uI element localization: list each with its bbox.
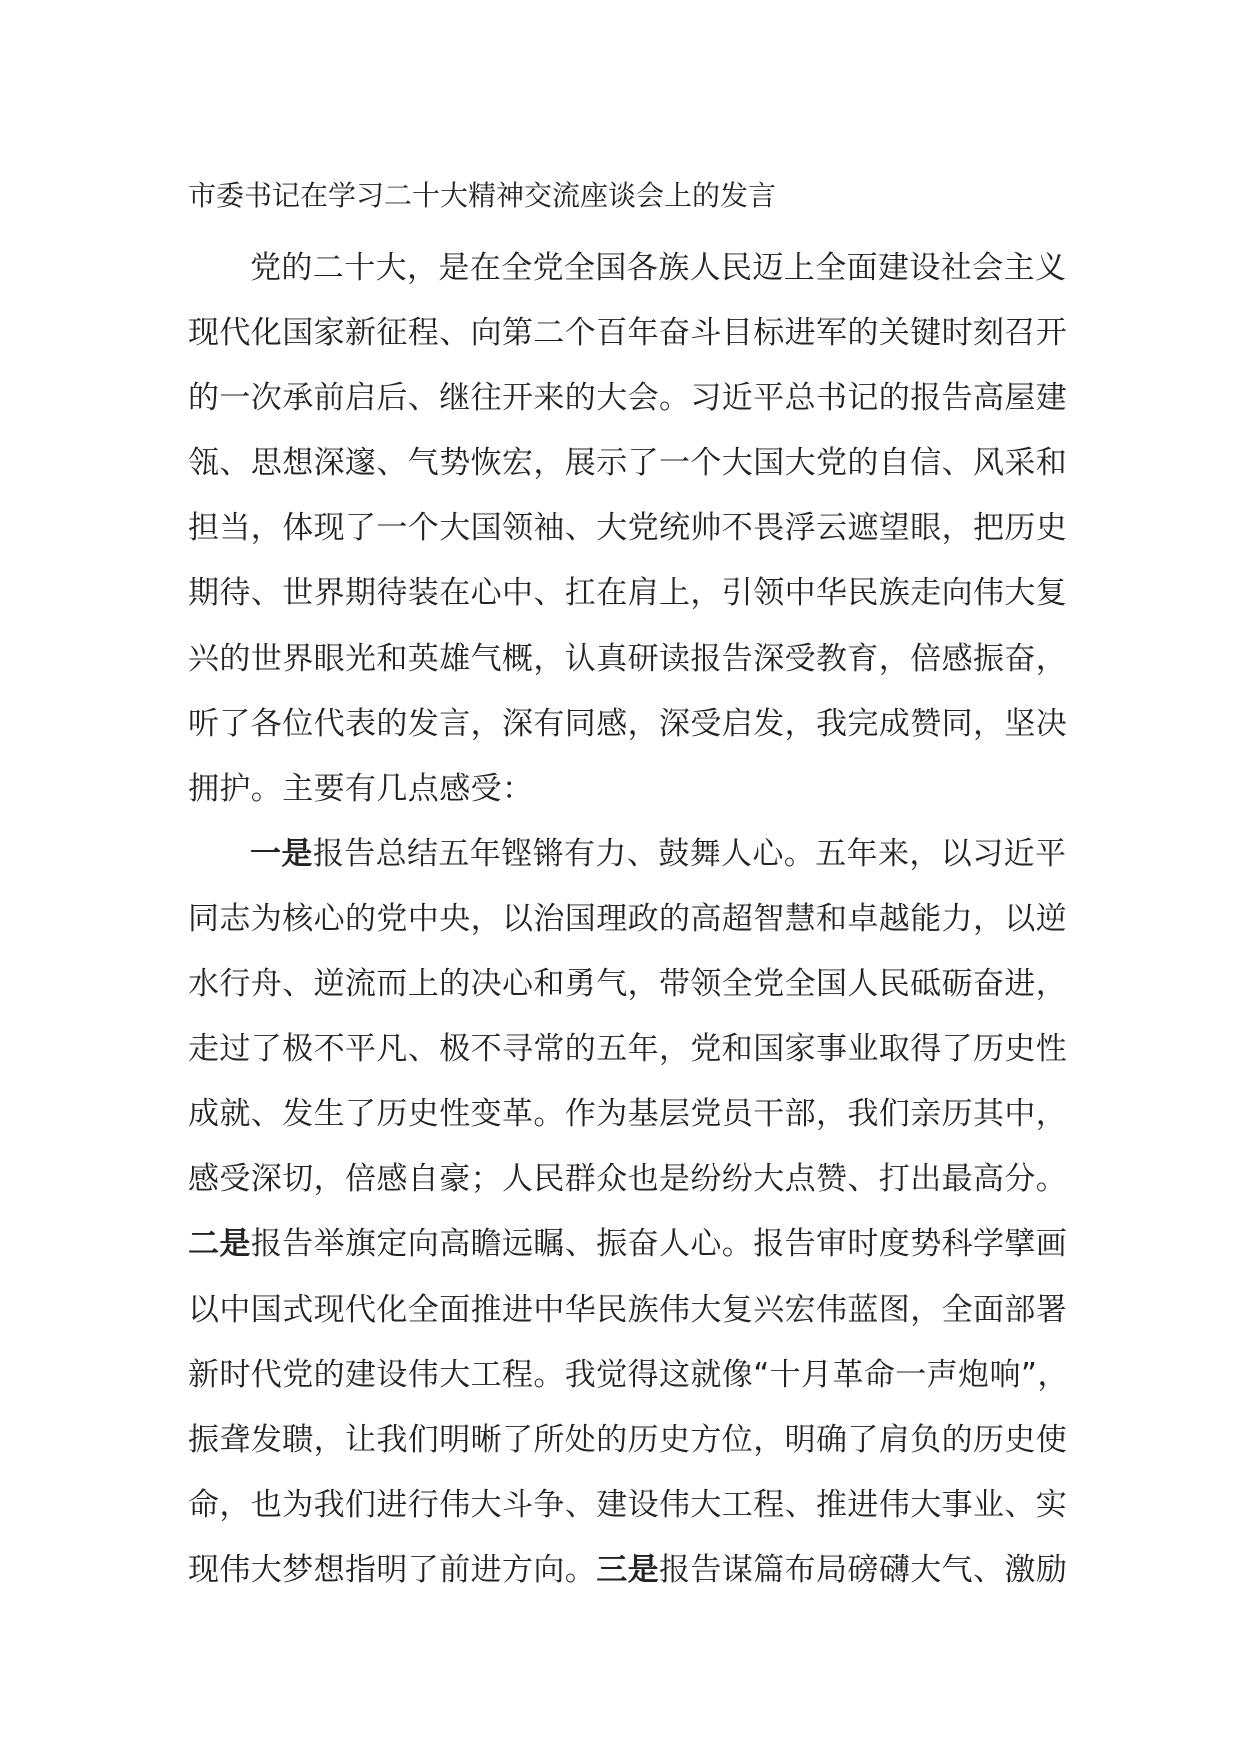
text-line (188, 1147, 1068, 1212)
text-line (188, 757, 1052, 822)
text-line (188, 561, 1068, 626)
text-segment: 新时代党的建设伟大工程。我觉得这就像“十月革命一声炮响”， (188, 1356, 1069, 1393)
text-line (188, 1082, 1068, 1147)
text-line (188, 301, 1068, 366)
text-segment: 报告谋篇布局磅礴大气、激励 (659, 1551, 1068, 1588)
text-segment: 感受深切，倍感自豪；人民群众也是纷纷大点赞、打出最高分。 (188, 1161, 1068, 1198)
text-line (188, 1343, 1069, 1408)
text-segment: 成就、发生了历史性变革。作为基层党员干部，我们亲历其中， (188, 1096, 1068, 1133)
text-segment: 兴的世界眼光和英雄气概，认真研读报告深受教育，倍感振奋， (188, 640, 1068, 677)
text-line (188, 1212, 1068, 1277)
text-segment: 报告举旗定向高瞻远瞩、振奋人心。报告审时度势科学擘画 (250, 1226, 1068, 1263)
text-segment: 走过了极不平凡、极不寻常的五年，党和国家事业取得了历史性 (188, 1031, 1068, 1068)
text-segment: 的一次承前启后、继往开来的大会。习近平总书记的报告高屋建 (188, 380, 1068, 417)
text-line (188, 1538, 1068, 1603)
text-segment: 担当，体现了一个大国领袖、大党统帅不畏浮云遮望眼，把历史 (188, 510, 1068, 547)
text-line (188, 1278, 1068, 1343)
text-segment: 现代化国家新征程、向第二个百年奋斗目标进军的关键时刻召开 (188, 315, 1068, 352)
text-segment: 水行舟、逆流而上的决心和勇气，带领全党全国人民砥砺奋进， (188, 966, 1068, 1003)
text-segment: 现伟大梦想指明了前进方向。 (188, 1551, 597, 1588)
document-title: 市委书记在学习二十大精神交流座谈会上的发言 (188, 179, 777, 212)
text-segment: 听了各位代表的发言，深有同感，深受启发，我完成赞同，坚决 (188, 705, 1068, 742)
text-line (188, 1408, 1068, 1473)
bold-lead-phrase: 一是 (250, 835, 313, 872)
text-line (188, 627, 1068, 692)
text-segment: 同志为核心的党中央，以治国理政的高超智慧和卓越能力，以逆 (188, 900, 1068, 937)
text-line (188, 366, 1068, 431)
text-line (188, 887, 1068, 952)
text-line (188, 236, 1067, 301)
text-segment: 瓴、思想深邃、气势恢宏，展示了一个大国大党的自信、风采和 (188, 445, 1068, 482)
text-line (188, 822, 1067, 887)
text-line (188, 952, 1068, 1017)
document-body (188, 236, 1069, 1603)
text-segment: 振聋发聩，让我们明晰了所处的历史方位，明确了肩负的历史使 (188, 1421, 1068, 1458)
text-segment: 党的二十大，是在全党全国各族人民迈上全面建设社会主义 (250, 250, 1067, 286)
text-line (188, 431, 1068, 496)
bold-lead-phrase: 三是 (596, 1551, 660, 1588)
text-segment: 以中国式现代化全面推进中华民族伟大复兴宏伟蓝图，全面部署 (188, 1291, 1068, 1328)
text-line (188, 496, 1068, 561)
text-segment: 报告总结五年铿锵有力、鼓舞人心。五年来，以习近平 (312, 835, 1067, 872)
text-segment: 期待、世界期待装在心中、扛在肩上，引领中华民族走向伟大复 (188, 575, 1068, 612)
text-line (188, 1017, 1068, 1082)
bold-lead-phrase: 二是 (188, 1226, 251, 1263)
text-line (188, 692, 1068, 757)
text-segment: 拥护。主要有几点感受： (188, 770, 534, 807)
text-line (188, 1473, 1068, 1538)
text-segment: 命，也为我们进行伟大斗争、建设伟大工程、推进伟大事业、实 (188, 1486, 1068, 1523)
